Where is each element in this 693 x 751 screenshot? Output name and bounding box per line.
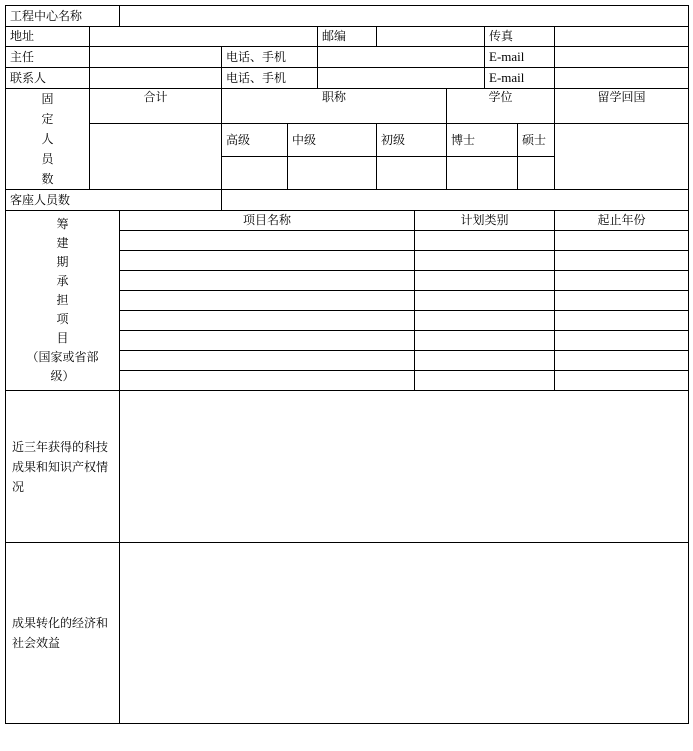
middle-title-field[interactable] xyxy=(288,157,377,190)
fax-label: 传真 xyxy=(485,27,555,47)
fax-field[interactable] xyxy=(555,27,689,47)
contact-email-field[interactable] xyxy=(555,68,689,89)
period-field[interactable] xyxy=(555,371,689,391)
postcode-label: 邮编 xyxy=(318,27,377,47)
achievements-field[interactable] xyxy=(120,391,689,543)
senior-title-field[interactable] xyxy=(222,157,288,190)
period-field[interactable] xyxy=(555,351,689,371)
period-header: 起止年份 xyxy=(555,211,689,231)
plan-category-field[interactable] xyxy=(415,231,555,251)
project-name-field[interactable] xyxy=(120,291,415,311)
master-field[interactable] xyxy=(518,157,555,190)
returnee-field[interactable] xyxy=(555,124,689,190)
fixed-staff-label: 固 定 人 员 数 xyxy=(6,89,90,190)
director-field[interactable] xyxy=(90,47,222,68)
middle-title-header: 中级 xyxy=(288,124,377,157)
construction-projects-label: 筹 建 期 承 担 项 目 （国家或省部 级） xyxy=(6,211,120,391)
contact-phone-label: 电话、手机 xyxy=(222,68,318,89)
plan-category-field[interactable] xyxy=(415,371,555,391)
project-name-header: 项目名称 xyxy=(120,211,415,231)
plan-category-header: 计划类别 xyxy=(415,211,555,231)
project-name-field[interactable] xyxy=(120,371,415,391)
project-name-field[interactable] xyxy=(120,231,415,251)
period-field[interactable] xyxy=(555,311,689,331)
engineering-center-form xyxy=(5,5,689,724)
staff-degree-header: 学位 xyxy=(447,89,555,124)
director-email-field[interactable] xyxy=(555,47,689,68)
center-name-field[interactable] xyxy=(120,6,689,27)
center-name-label: 工程中心名称 xyxy=(6,6,120,27)
project-name-field[interactable] xyxy=(120,351,415,371)
period-field[interactable] xyxy=(555,331,689,351)
address-field[interactable] xyxy=(90,27,318,47)
plan-category-field[interactable] xyxy=(415,351,555,371)
master-header: 硕士 xyxy=(518,124,555,157)
period-field[interactable] xyxy=(555,291,689,311)
period-field[interactable] xyxy=(555,271,689,291)
staff-total-header: 合计 xyxy=(90,89,222,124)
period-field[interactable] xyxy=(555,251,689,271)
director-email-label: E-mail xyxy=(485,47,555,68)
junior-title-field[interactable] xyxy=(377,157,447,190)
phd-field[interactable] xyxy=(447,157,518,190)
junior-title-header: 初级 xyxy=(377,124,447,157)
project-name-field[interactable] xyxy=(120,251,415,271)
contact-label: 联系人 xyxy=(6,68,90,89)
director-phone-field[interactable] xyxy=(318,47,485,68)
achievements-label: 近三年获得的科技成果和知识产权情况 xyxy=(6,391,120,543)
plan-category-field[interactable] xyxy=(415,311,555,331)
staff-total-field[interactable] xyxy=(90,124,222,190)
plan-category-field[interactable] xyxy=(415,251,555,271)
address-label: 地址 xyxy=(6,27,90,47)
plan-category-field[interactable] xyxy=(415,291,555,311)
benefits-field[interactable] xyxy=(120,543,689,724)
director-label: 主任 xyxy=(6,47,90,68)
senior-title-header: 高级 xyxy=(222,124,288,157)
visiting-staff-label: 客座人员数 xyxy=(6,190,222,211)
plan-category-field[interactable] xyxy=(415,271,555,291)
staff-returnee-header: 留学回国 xyxy=(555,89,689,124)
director-phone-label: 电话、手机 xyxy=(222,47,318,68)
visiting-staff-field[interactable] xyxy=(222,190,689,211)
postcode-field[interactable] xyxy=(377,27,485,47)
contact-email-label: E-mail xyxy=(485,68,555,89)
benefits-label: 成果转化的经济和社会效益 xyxy=(6,543,120,724)
phd-header: 博士 xyxy=(447,124,518,157)
period-field[interactable] xyxy=(555,231,689,251)
contact-phone-field[interactable] xyxy=(318,68,485,89)
staff-title-header: 职称 xyxy=(222,89,447,124)
plan-category-field[interactable] xyxy=(415,331,555,351)
project-name-field[interactable] xyxy=(120,271,415,291)
project-name-field[interactable] xyxy=(120,331,415,351)
project-name-field[interactable] xyxy=(120,311,415,331)
contact-field[interactable] xyxy=(90,68,222,89)
